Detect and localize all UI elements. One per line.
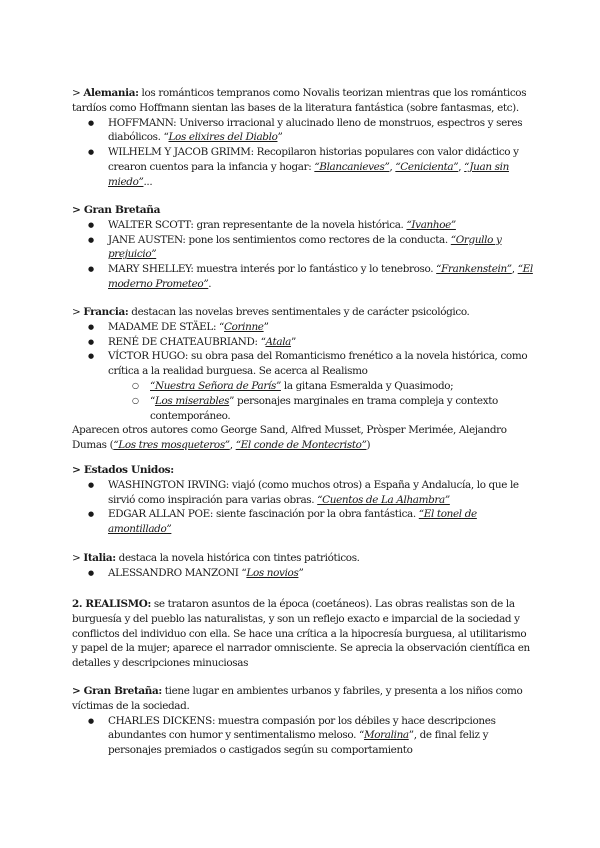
section-italia <box>72 551 534 581</box>
gran-bretana-intro <box>72 684 534 714</box>
item-text: ” personajes marginales en trama compleja y contexto contemporáneo. <box>150 394 498 422</box>
separator: , <box>389 160 396 173</box>
item-text: EDGAR ALLAN POE: siente fascinación por la obra fantástica. <box>108 508 419 521</box>
item-end: . <box>208 277 212 290</box>
item-text: HOFFMANN: Universo irracional y alucinado lleno de monstruos, espectros y seres diabólicos. “ <box>108 116 523 144</box>
list-item-dickens <box>72 714 534 758</box>
item-text: VÍCTOR HUGO: su obra pasa del Romanticismo frenético a la novela histórica, como crítica a la realidad burguesa. Se acerca al Realismo <box>108 350 528 378</box>
item-end: ... <box>143 175 153 188</box>
separator: , <box>511 263 518 276</box>
work-link[interactable]: Los elixires del Diablo <box>168 131 278 144</box>
work-link[interactable]: Corinne <box>224 320 264 333</box>
section-francia <box>72 305 534 453</box>
section-gran-bretana-realismo <box>72 684 534 758</box>
item-text: WASHINGTON IRVING: viajó (como muchos otros) a España y Andalucía, lo que le sirvió como inspiración para varias obras. <box>108 478 519 506</box>
work-link[interactable]: “Los tres mosqueteros” <box>113 439 230 452</box>
heading-realismo: 2. REALISMO: <box>72 598 151 610</box>
text: Aparecen otros autores como George Sand, Alfred Musset, Pròsper Merimée, Alejandro Dumas ( <box>72 424 507 452</box>
list-item-chateaubriand <box>72 335 534 350</box>
gran-bretana-realismo-list <box>72 714 534 758</box>
item-text: ALESSANDRO MANZONI “ <box>108 566 247 579</box>
work-link[interactable]: “Frankenstein” <box>436 263 512 276</box>
item-pre: “ <box>150 394 155 407</box>
list-item-poe <box>72 507 534 537</box>
hugo-sublist <box>132 379 534 423</box>
item-end: ) <box>366 439 371 452</box>
gran-bretana-list <box>72 218 534 292</box>
work-link[interactable]: “Blancanieves” <box>314 160 390 173</box>
work-link[interactable]: Atala <box>265 335 292 348</box>
heading-gran-bretana: > Gran Bretaña <box>72 204 161 216</box>
work-link[interactable]: “El moderno Prometeo” <box>108 263 533 290</box>
item-text: RENÉ DE CHATEAUBRIAND: “ <box>108 335 266 348</box>
paragraph-text: se trataron asuntos de la época (coetáneos). Las obras realistas son de la burguesía y del pueblo las naturalistas, y son un reflejo exacto e imparcial de la sociedad y conflictos del individuo con ella. Se hace una crítica a la hipocresía burguesa, al utilitarismo y papel de la mujer; aparece el narrador omnisciente. Se aprecia la observación científica en detalles y descripciones minuciosas <box>72 598 530 670</box>
eeuu-list <box>72 478 534 537</box>
francia-intro <box>72 305 534 320</box>
work-link[interactable]: Los novios <box>246 566 299 579</box>
item-text: WILHELM Y JACOB GRIMM: Recopilaron historias populares con valor didáctico y crearon cuentos para la infancia y hogar: <box>108 146 519 173</box>
intro-text: destaca la novela histórica con tintes patrióticos. <box>115 552 360 564</box>
list-item-irving <box>72 478 534 508</box>
separator: , <box>229 439 236 452</box>
work-link[interactable]: “El tonel de amontillado” <box>108 508 477 536</box>
item-text: JANE AUSTEN: pone los sentimientos como rectores de la conducta. <box>108 233 451 246</box>
work-link[interactable]: “Nuestra Señora de París” <box>150 379 281 392</box>
intro-text: tiene lugar en ambientes urbanos y fabriles, y presenta a los niños como víctimas de la sociedad. <box>72 685 523 712</box>
section-realismo <box>72 597 534 671</box>
intro-text: los románticos tempranos como Novalis teorizan mientras que los románticos tardíos como Hoffmann sientan las bases de la literatura fantástica (sobre fantasmas, etc). <box>72 87 527 114</box>
work-link[interactable]: Los miserables <box>154 394 230 407</box>
heading-estados-unidos: > Estados Unidos: <box>72 464 174 476</box>
work-link[interactable]: “Cenicienta” <box>395 160 459 173</box>
list-item-stael <box>72 320 534 335</box>
work-link[interactable]: “Cuentos de La Alhambra” <box>317 493 450 506</box>
list-item-manzoni <box>72 566 534 581</box>
alemania-intro <box>72 86 534 116</box>
list-item-grimm <box>72 145 534 189</box>
heading-gran-bretana: > Gran Bretaña: <box>72 685 162 697</box>
work-link[interactable]: “Ivanhoe” <box>406 218 456 231</box>
intro-text: destacan las novelas breves sentimentales y de carácter psicológico. <box>128 306 470 318</box>
item-end: ” <box>298 566 304 579</box>
heading-alemania: Alemania: <box>83 87 139 99</box>
italia-list <box>72 566 534 581</box>
work-link[interactable]: “El conde de Montecristo” <box>235 439 367 452</box>
item-end: ”, de final feliz y personajes premiados o castigados según su comportamiento <box>108 729 489 757</box>
section-estados-unidos <box>72 463 534 537</box>
realismo-paragraph <box>72 597 534 671</box>
sublist-item <box>132 394 534 424</box>
work-link[interactable]: “Juan sin miedo” <box>108 160 509 188</box>
francia-other-authors <box>72 423 534 453</box>
item-text: la gitana Esmeralda y Quasimodo; <box>280 379 454 392</box>
list-item-hugo <box>72 349 534 379</box>
item-end: ” <box>277 131 283 144</box>
work-link[interactable]: “Orgullo y prejuicio” <box>108 233 502 261</box>
list-item-hoffmann <box>72 116 534 146</box>
section-alemania <box>72 86 534 190</box>
italia-intro <box>72 551 534 566</box>
item-text: WALTER SCOTT: gran representante de la novela histórica. <box>108 218 407 231</box>
separator: , <box>458 160 465 173</box>
list-item-austen <box>72 233 534 263</box>
list-item-shelley <box>72 262 534 292</box>
prefix: > <box>72 306 84 318</box>
prefix: > <box>72 87 84 99</box>
section-gran-bretana-romanticismo <box>72 203 534 292</box>
item-text: MADAME DE STÄEL: “ <box>108 320 225 333</box>
item-end: ” <box>263 320 269 333</box>
item-text: MARY SHELLEY: muestra interés por lo fantástico y lo tenebroso. <box>108 263 437 276</box>
heading-francia: Francia: <box>83 306 129 318</box>
item-end: ” <box>291 335 296 348</box>
prefix: > <box>72 552 84 564</box>
alemania-list <box>72 116 534 190</box>
list-item-scott <box>72 218 534 233</box>
item-text: CHARLES DICKENS: muestra compasión por los débiles y hace descripciones abundantes con humor y sentimentalismo meloso. “ <box>108 714 496 742</box>
sublist-item <box>132 379 534 394</box>
heading-italia: Italia: <box>83 552 116 564</box>
work-link[interactable]: Moralina <box>363 729 409 742</box>
francia-list <box>72 320 534 379</box>
